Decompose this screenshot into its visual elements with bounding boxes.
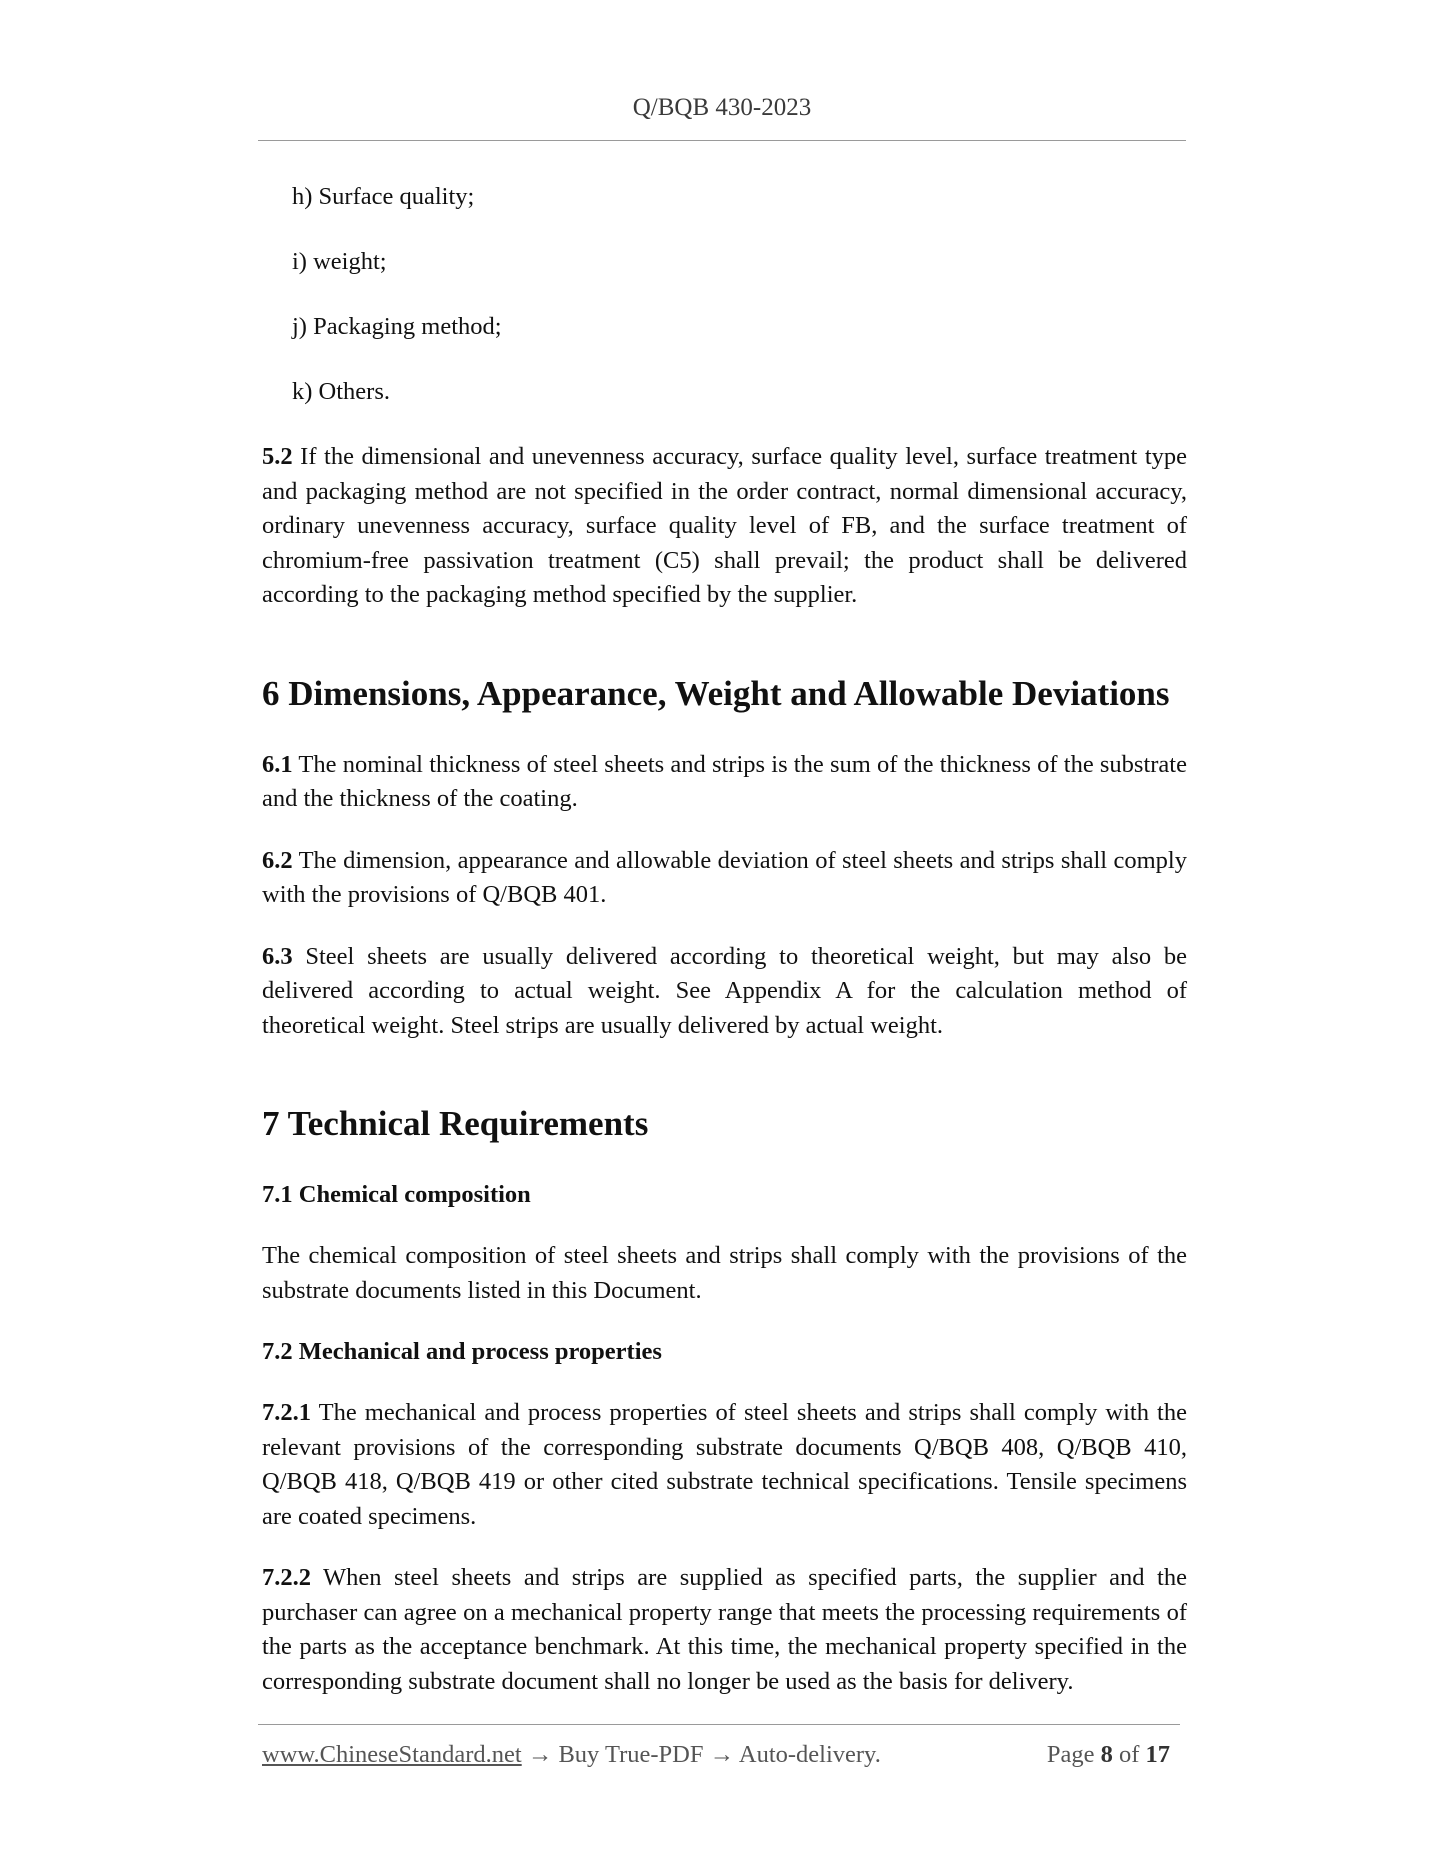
clause-number: 5.2 — [262, 443, 293, 470]
clause-7-2-1 — [262, 1396, 1187, 1534]
clause-5-2 — [262, 440, 1187, 613]
document-code: Q/BQB 430-2023 — [632, 94, 812, 121]
clause-text: When steel sheets and strips are supplied as specified parts, the supplier and the purchaser can agree on a mechanical property range that meets the processing requirements of the parts as the acceptance benchmark. At this time, the mechanical property specified in the corresponding substrate document shall no longer be used as the basis for delivery. — [262, 1564, 1187, 1695]
buy-true-pdf-text: Buy True-PDF — [558, 1741, 704, 1768]
of-label: of — [1118, 1741, 1140, 1768]
section-7-heading: 7 Technical Requirements — [262, 1104, 649, 1143]
subsection-7-2-heading: 7.2 Mechanical and process properties — [262, 1338, 662, 1365]
auto-delivery-text: Auto-delivery. — [738, 1741, 881, 1768]
clause-6-2 — [262, 844, 1187, 913]
total-pages-number: 17 — [1145, 1741, 1170, 1768]
page-indicator — [1047, 1741, 1170, 1769]
clause-text: The mechanical and process properties of steel sheets and strips shall comply with the relevant provisions of the corresponding substrate documents Q/BQB 408, Q/BQB 410, Q/BQB 418, Q/BQB 419 or other cited substrate technical specifications. Tensile specimens are coated specimens. — [262, 1399, 1187, 1530]
footer-promo — [262, 1741, 881, 1769]
clause-text: The nominal thickness of steel sheets and strips is the sum of the thickness of the substrate and the thickness of the coating. — [262, 750, 1187, 812]
clause-number: 6.2 — [262, 846, 293, 874]
current-page-number: 8 — [1100, 1741, 1113, 1768]
list-item: j) Packaging method; — [292, 313, 502, 340]
arrow-icon: → — [709, 1741, 735, 1768]
clause-6-1 — [262, 748, 1187, 817]
clause-text: If the dimensional and unevenness accuracy, surface quality level, surface treatment type and packaging method are not specified in the order contract, normal dimensional accuracy, ordinary unevenness accuracy, surface quality level of FB, and the surface treatment of chromium-free passivation treatment (C5) shall prevail; the product shall be delivered according to the packaging method specified by the supplier. — [262, 443, 1187, 608]
clause-text: Steel sheets are usually delivered according to theoretical weight, but may also be delivered according to actual weight. See Appendix A for the calculation method of theoretical weight. Steel strips are usually delivered by actual weight. — [262, 942, 1187, 1039]
subsection-7-1-text: The chemical composition of steel sheets and strips shall comply with the provisions of the substrate documents listed in this Document. — [262, 1242, 1187, 1304]
clause-number: 6.1 — [262, 750, 293, 778]
website-link[interactable]: www.ChineseStandard.net — [262, 1741, 522, 1768]
clause-6-3 — [262, 940, 1187, 1044]
clause-number: 6.3 — [262, 942, 293, 970]
clause-text: The dimension, appearance and allowable deviation of steel sheets and strips shall comply with the provisions of Q/BQB 401. — [262, 846, 1187, 908]
subsection-7-1-heading: 7.1 Chemical composition — [262, 1181, 531, 1208]
page-header — [258, 94, 1186, 122]
list-item: h) Surface quality; — [292, 183, 475, 210]
page-label: Page — [1046, 1741, 1095, 1768]
clause-number: 7.2.1 — [262, 1399, 311, 1426]
clause-7-2-2 — [262, 1561, 1187, 1699]
page-body — [262, 180, 1187, 1726]
footer-divider — [258, 1724, 1180, 1725]
arrow-icon: → — [527, 1741, 553, 1768]
header-divider — [258, 140, 1186, 141]
clause-number: 7.2.2 — [262, 1564, 311, 1591]
section-6-heading: 6 Dimensions, Appearance, Weight and Allowable Deviations — [262, 673, 1170, 713]
list-item: k) Others. — [292, 378, 390, 405]
list-item: i) weight; — [292, 248, 387, 275]
